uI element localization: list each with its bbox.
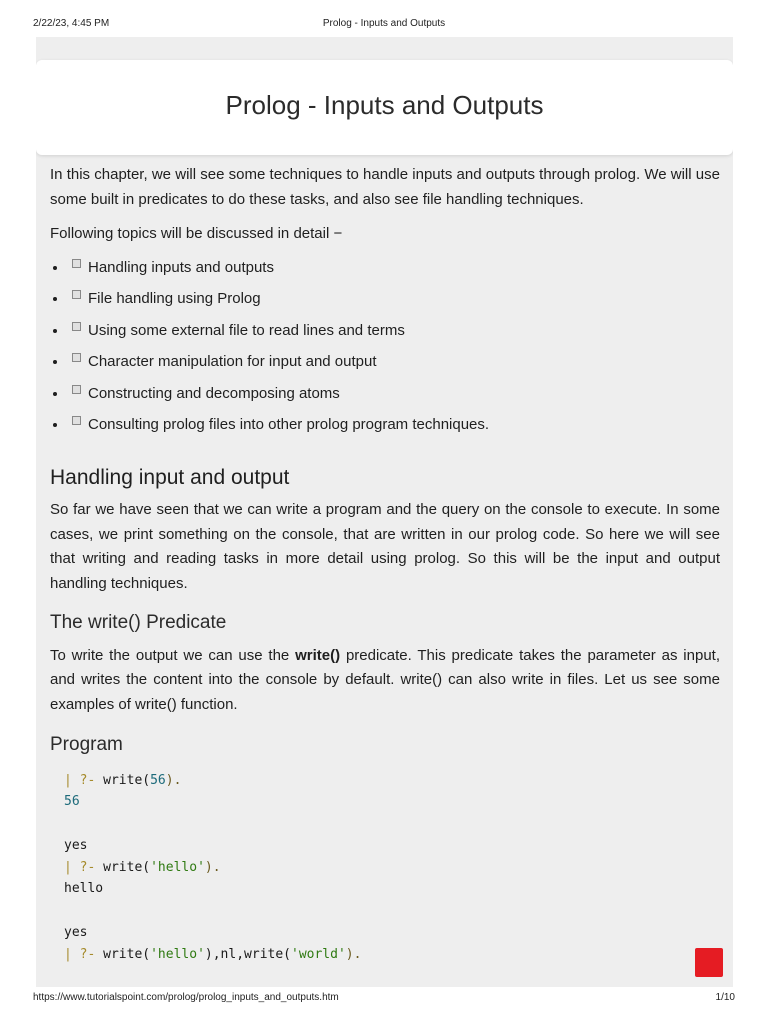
write-text-after: predicate. This predicate takes the parameter as input, and writes the content into the console by default. write() can also write in files. Let us see some examples of write() function. [50,646,720,713]
code-line [64,770,720,792]
code-output: yes [64,925,88,941]
list-item [68,286,720,318]
list-item [68,255,720,287]
code-line [64,944,720,966]
code-blank-line [64,813,720,835]
code-punct: ). [165,772,182,788]
square-icon [72,416,81,425]
code-fn: write( [95,772,151,788]
code-punct: ). [345,946,362,962]
write-text-before: To write the output we can use the [50,646,296,664]
subsection-heading-write: The write() Predicate [50,612,227,633]
square-icon [72,385,81,394]
code-output: yes [64,837,88,853]
code-string: 'world' [291,946,346,962]
write-paragraph [50,644,720,718]
code-string: 'hello' [150,946,205,962]
code-line [64,857,720,879]
topics-lead: Following topics will be discussed in detail − [50,225,343,242]
square-icon [72,353,81,362]
code-prompt: | ?- [64,946,96,962]
list-item [68,349,720,381]
page-title: Prolog - Inputs and Outputs [225,90,544,120]
code-block [50,770,720,966]
print-footer [0,990,768,1004]
code-output: 56 [64,794,80,810]
topic-label: Character manipulation for input and output [88,353,377,370]
square-icon [72,259,81,268]
title-card [36,60,733,155]
print-datetime: 2/22/23, 4:45 PM [33,18,110,29]
code-number: 56 [150,772,166,788]
list-item [68,412,720,444]
code-fn: ),nl,write( [204,946,291,962]
list-item [68,381,720,413]
print-title: Prolog - Inputs and Outputs [322,18,446,29]
code-string: 'hello' [150,859,205,875]
code-fn: write( [95,859,151,875]
print-url: https://www.tutorialspoint.com/prolog/prolog_inputs_and_outputs.htm [33,992,339,1003]
topic-label: Consulting prolog files into other prolog program techniques. [88,416,490,433]
code-prompt: | ?- [64,859,96,875]
print-header [0,16,768,30]
code-fn: write( [95,946,151,962]
topic-label: Using some external file to read lines and terms [88,321,405,339]
section-heading-handling-io: Handling input and output [50,465,290,489]
topic-label: File handling using Prolog [88,290,261,307]
article-body [50,163,720,966]
topic-label: Constructing and decomposing atoms [88,384,340,402]
program-heading: Program [50,734,123,755]
page-content-area [36,37,733,987]
code-output: hello [64,881,104,897]
section-paragraph: So far we have seen that we can write a program and the query on the console to execute. In some cases, we print something on the console, that are written in our prolog code. So here we will see that writing and reading tasks in more detail using prolog. So this will be the input and output handling techniques. [50,501,720,592]
write-keyword: write() [295,646,341,664]
code-blank-line [64,900,720,922]
square-icon [72,290,81,299]
code-punct: ). [204,859,221,875]
topic-label: Handling inputs and outputs [88,258,274,276]
list-item [68,318,720,350]
print-page-number: 1/10 [715,992,735,1003]
code-prompt: | ?- [64,772,96,788]
square-icon [72,322,81,331]
floating-red-button[interactable] [695,948,723,977]
topics-list [50,255,720,444]
intro-paragraph: In this chapter, we will see some techniques to handle inputs and outputs through prolog. We will use some built in predicates to do these tasks, and also see file handling techniques. [50,166,720,208]
